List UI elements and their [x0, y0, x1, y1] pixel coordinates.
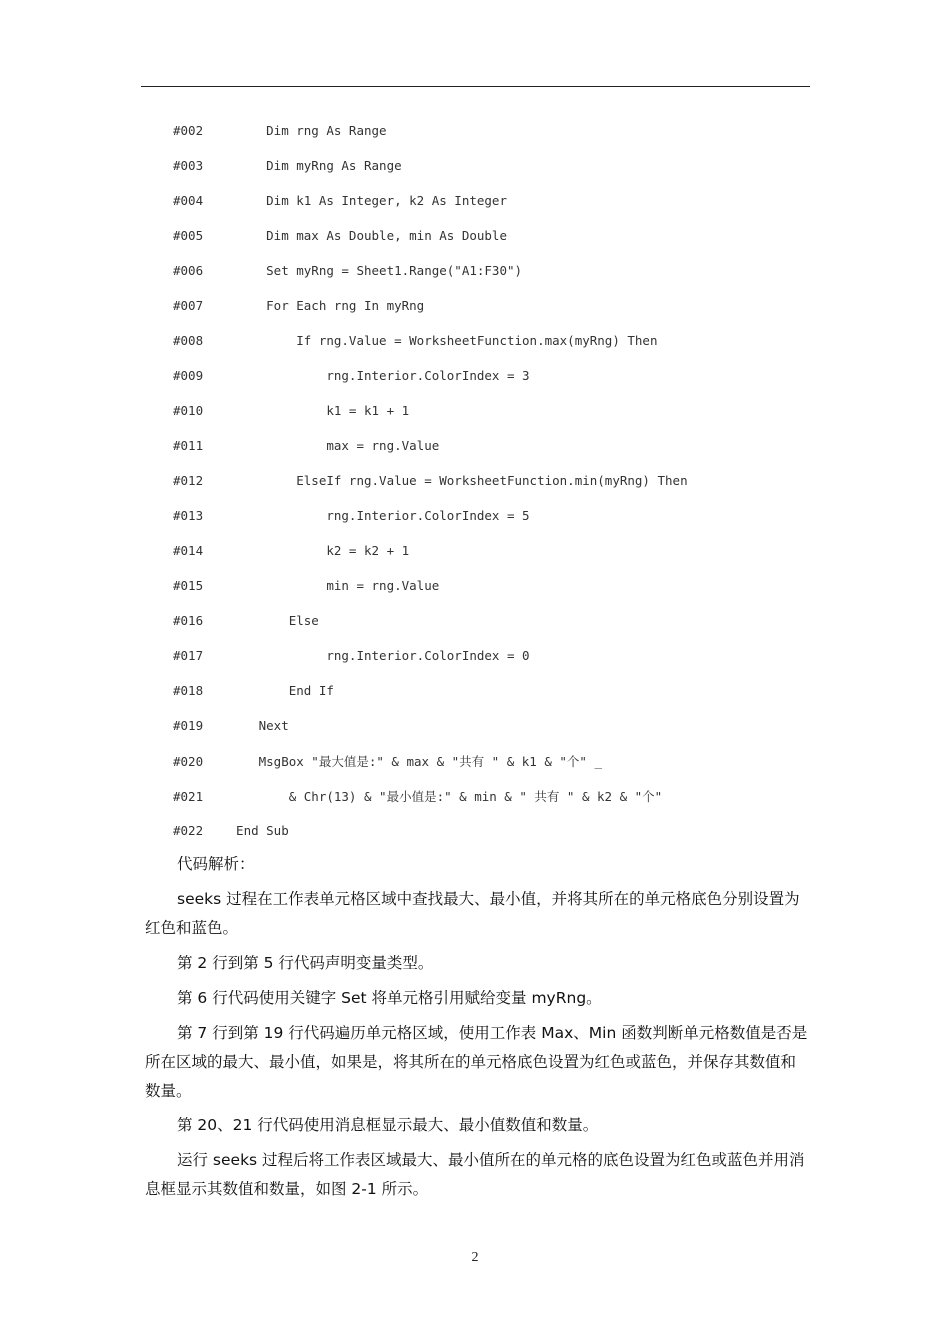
- line-number: #020: [173, 754, 204, 769]
- code-text: Dim myRng As Range: [221, 158, 402, 173]
- analysis-paragraph: 第 7 行到第 19 行代码遍历单元格区域，使用工作表 Max、Min 函数判断单元格数值是否是所在区域的最大、最小值，如果是，将其所在的单元格底色设置为红色或蓝色，并保存其数值和数量。: [145, 1024, 808, 1100]
- code-line: [173, 471, 688, 491]
- code-line: [173, 541, 409, 561]
- code-line: [173, 226, 507, 246]
- code-text: End If: [221, 683, 334, 698]
- code-text: For Each rng In myRng: [221, 298, 425, 313]
- code-text: min = rng.Value: [221, 578, 440, 593]
- line-number: #011: [173, 438, 204, 453]
- code-line: [173, 506, 530, 526]
- code-line: [173, 261, 522, 281]
- code-text: rng.Interior.ColorIndex = 3: [221, 368, 530, 383]
- code-text: Else: [221, 613, 319, 628]
- analysis-paragraph: 第 2 行到第 5 行代码声明变量类型。: [177, 954, 434, 972]
- line-number: #006: [173, 263, 204, 278]
- line-number: #005: [173, 228, 204, 243]
- line-number: #016: [173, 613, 204, 628]
- line-number: #012: [173, 473, 204, 488]
- code-text: max = rng.Value: [221, 438, 440, 453]
- code-text: Next: [221, 718, 289, 733]
- code-line: [173, 436, 439, 456]
- header-rule: [141, 86, 810, 87]
- code-text: rng.Interior.ColorIndex = 0: [221, 648, 530, 663]
- code-text: k2 = k2 + 1: [221, 543, 410, 558]
- line-number: #022: [173, 823, 204, 838]
- analysis-paragraph: seeks 过程在工作表单元格区域中查找最大、最小值，并将其所在的单元格底色分别设置为红色和蓝色。: [145, 890, 800, 937]
- code-line: [173, 681, 334, 701]
- code-text: End Sub: [221, 823, 289, 838]
- line-number: #013: [173, 508, 204, 523]
- code-line: [173, 821, 289, 841]
- line-number: #015: [173, 578, 204, 593]
- code-text: k1 = k1 + 1: [221, 403, 410, 418]
- line-number: #009: [173, 368, 204, 383]
- line-number: #018: [173, 683, 204, 698]
- line-number: #008: [173, 333, 204, 348]
- analysis-heading: 代码解析：: [177, 855, 255, 873]
- code-text: Dim max As Double, min As Double: [221, 228, 507, 243]
- code-text: & Chr(13) & "最小值是:" & min & " 共有 " & k2 & "个": [221, 789, 663, 804]
- code-text: MsgBox "最大值是:" & max & "共有 " & k1 & "个" _: [221, 754, 603, 769]
- line-number: #014: [173, 543, 204, 558]
- line-number: #004: [173, 193, 204, 208]
- code-line: [173, 576, 439, 596]
- line-number: #019: [173, 718, 204, 733]
- code-line: [173, 752, 602, 772]
- code-text: ElseIf rng.Value = WorksheetFunction.min(myRng) Then: [221, 473, 688, 488]
- code-line: [173, 646, 530, 666]
- code-line: [173, 191, 507, 211]
- line-number: #010: [173, 403, 204, 418]
- code-text: Dim k1 As Integer, k2 As Integer: [221, 193, 507, 208]
- code-line: [173, 156, 402, 176]
- code-line: [173, 716, 289, 736]
- code-line: [173, 787, 662, 807]
- line-number: #021: [173, 789, 204, 804]
- code-line: [173, 366, 530, 386]
- code-text: rng.Interior.ColorIndex = 5: [221, 508, 530, 523]
- analysis-paragraph: 第 6 行代码使用关键字 Set 将单元格引用赋给变量 myRng。: [177, 989, 602, 1007]
- line-number: #003: [173, 158, 204, 173]
- code-line: [173, 611, 319, 631]
- line-number: #002: [173, 123, 204, 138]
- analysis-paragraph: 运行 seeks 过程后将工作表区域最大、最小值所在的单元格的底色设置为红色或蓝色并用消息框显示其数值和数量，如图 2-1 所示。: [145, 1151, 805, 1198]
- code-text: Dim rng As Range: [221, 123, 387, 138]
- page-number: 2: [471, 1250, 479, 1265]
- line-number: #007: [173, 298, 204, 313]
- code-line: [173, 331, 658, 351]
- code-text: Set myRng = Sheet1.Range("A1:F30"): [221, 263, 523, 278]
- code-line: [173, 296, 424, 316]
- analysis-paragraph: 第 20、21 行代码使用消息框显示最大、最小值数值和数量。: [177, 1116, 599, 1134]
- code-line: [173, 121, 387, 141]
- code-text: If rng.Value = WorksheetFunction.max(myRng) Then: [221, 333, 658, 348]
- code-line: [173, 401, 409, 421]
- line-number: #017: [173, 648, 204, 663]
